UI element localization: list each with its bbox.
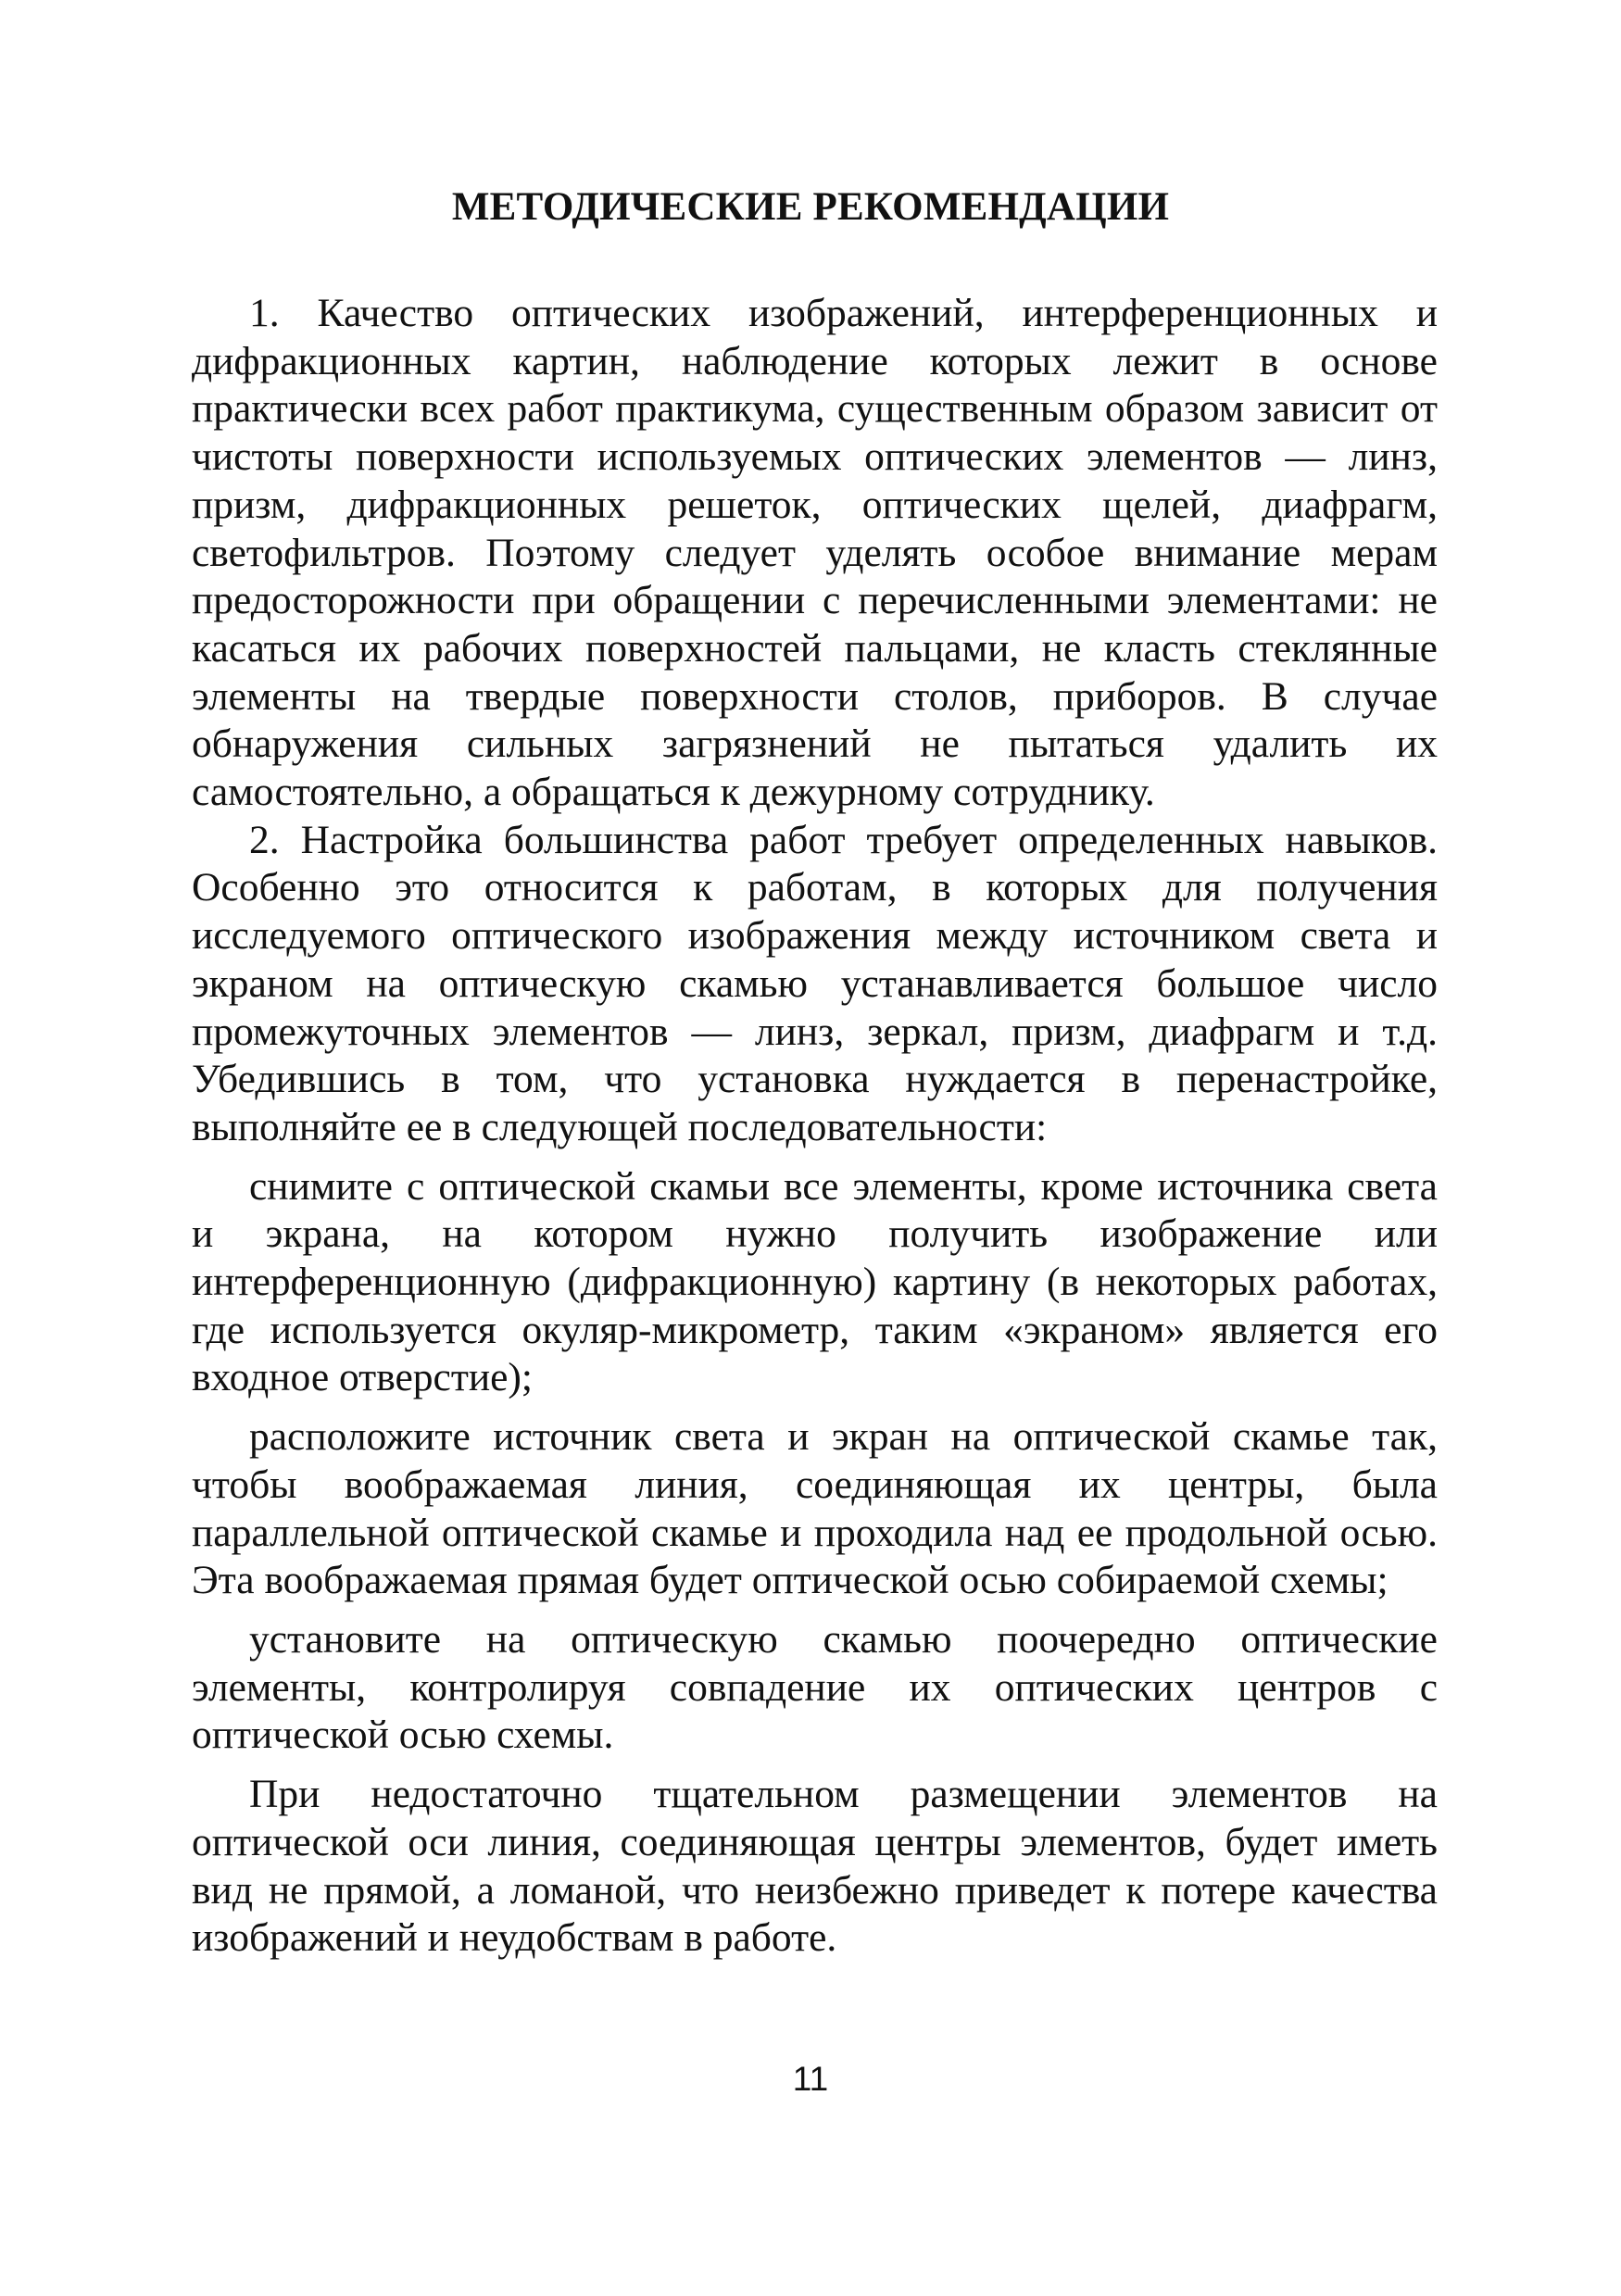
paragraph-3-step-remove-elements: снимите с оптической скамьи все элементы, кроме источника света и экрана, на котором нужно получить изображение или интерференционную (дифракционную) картину (в некоторых работах, где используется окуляр-микрометр, таким «экраном» является его входное отверстие);	[192, 1163, 1438, 1400]
page-title: МЕТОДИЧЕСКИЕ РЕКОМЕНДАЦИИ	[451, 185, 1170, 229]
page-number: 11	[792, 2060, 829, 2098]
paragraph-2: 2. Настройка большинства работ требует определенных навыков. Особенно это относится к работам, в которых для получения исследуемого оптического изображения между источником света и экраном на оптическую скамью устанавливается большое число промежуточных элементов — линз, зеркал, призм, диафрагм и т.д. Убедившись в том, что установка нуждается в перенастройке, выполняйте ее в следующей последовательности:	[192, 817, 1438, 1149]
paragraph-5-step-install-elements: установите на оптическую скамью поочередно оптические элементы, контролируя совпадение их оптических центров с оптической осью схемы.	[192, 1616, 1438, 1758]
body-text	[192, 290, 1438, 1963]
paragraph-1: 1. Качество оптических изображений, интерференционных и дифракционных картин, наблюдение которых лежит в основе практически всех работ практикума, существенным образом зависит от чистоты поверхности используемых оптических элементов — линз, призм, дифракционных решеток, оптических щелей, диафрагм, светофильтров. Поэтому следует уделять особое внимание мерам предосторожности при обращении с перечисленными элементами: не касаться их рабочих поверхностей пальцами, не класть стеклянные элементы на твердые поверхности столов, приборов. В случае обнаружения сильных загрязнений не пытаться удалить их самостоятельно, а обращаться к дежурному сотруднику.	[192, 291, 1438, 815]
paragraph-6-conclusion: При недостаточно тщательном размещении элементов на оптической оси линия, соединяющая центры элементов, будет иметь вид не прямой, а ломаной, что неизбежно приведет к потере качества изображений и неудобствам в работе.	[192, 1772, 1438, 1961]
paragraph-4-step-position-source: расположите источник света и экран на оптической скамье так, чтобы воображаемая линия, соединяющая их центры, была параллельной оптической скамье и проходила над ее продольной осью. Эта воображаемая прямая будет оптической осью собираемой схемы;	[192, 1414, 1438, 1603]
